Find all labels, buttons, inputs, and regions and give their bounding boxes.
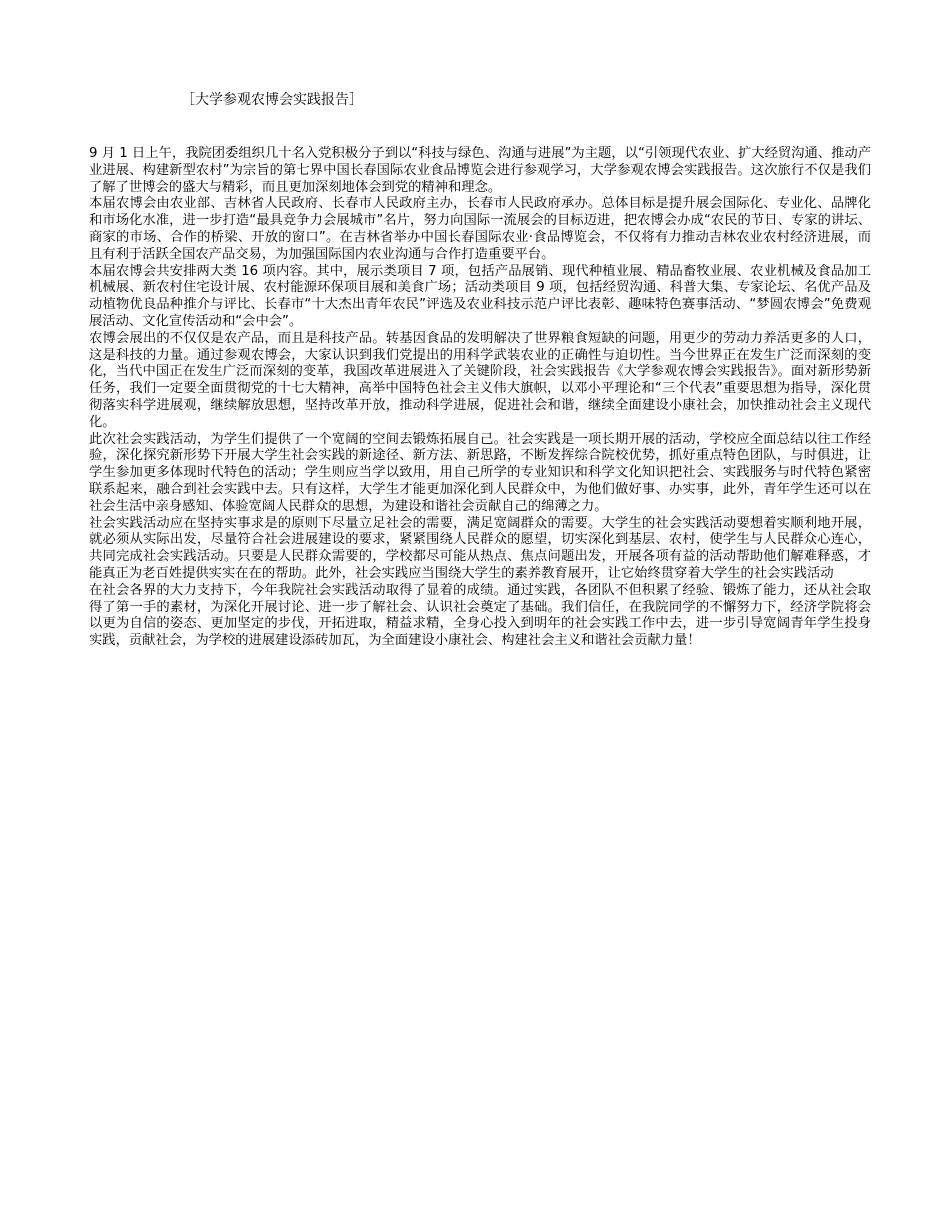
paragraph-5: 此次社会实践活动，为学生们提供了一个宽阔的空间去锻炼拓展自己。社会实践是一项长期开展的活动，学校应全面总结以往工作经验，深化探究新形势下开展大学生社会实践的新途径、新方法、新思路，不断发挥综合院校优势，抓好重点特色团队，与时俱进，让学生参加更多体现时代特色的活动；学生则应当学以致用，用自己所学的专业知识和科学文化知识把社会、实践服务与时代特色紧密联系起来，融合到社会实践中去。只有这样，大学生才能更加深化到人民群众中，为他们做好事、办实事，此外，青年学生还可以在社会生活中亲身感知、体验宽阔人民群众的思想，为建设和谐社会贡献自己的绵薄之力。	[89, 431, 871, 514]
paragraph-2: 本届农博会由农业部、吉林省人民政府、长春市人民政府主办，长春市人民政府承办。总体目标是提升展会国际化、专业化、品牌化和市场化水准，进一步打造“最具竞争力会展城市”名片，努力向国际一流展会的目标迈进，把农博会办成“农民的节日、专家的讲坛、商家的市场、合作的桥梁、开放的窗口”。在吉林省举办中国长春国际农业·食品博览会，不仅将有力推动吉林农业农村经济进展，而且有利于活跃全国农产品交易，为加强国际国内农业沟通与合作打造重要平台。	[89, 196, 871, 262]
paragraph-1: 9 月 1 日上午，我院团委组织几十名入党积极分子到以“科技与绿色、沟通与进展”为主题，以“引领现代农业、扩大经贸沟通、推动产业进展、构建新型农村”为宗旨的第七界中国长春国际农业食品博览会进行参观学习，大学参观农博会实践报告。这次旅行不仅是我们了解了世博会的盛大与精彩，而且更加深刻地体会到党的精神和理念。	[89, 146, 871, 195]
document-body	[89, 146, 871, 650]
paragraph-7: 在社会各界的大力支持下，今年我院社会实践活动取得了显着的成绩。通过实践，各团队不但积累了经验、锻炼了能力，还从社会取得了第一手的素材，为深化开展讨论、进一步了解社会、认识社会奠定了基础。我们信任，在我院同学的不懈努力下，经济学院将会以更为自信的姿态、更加坚定的步伐，开拓进取，精益求精，全身心投入到明年的社会实践工作中去，进一步引导宽阔青年学生投身实践，贡献社会，为学校的进展建设添砖加瓦，为全面建设小康社会、构建社会主义和谐社会贡献力量！	[89, 582, 871, 649]
paragraph-4: 农博会展出的不仅仅是农产品，而且是科技产品。转基因食品的发明解决了世界粮食短缺的问题，用更少的劳动力养活更多的人口，这是科技的力量。通过参观农博会，大家认识到我们党提出的用科学武装农业的正确性与迫切性。当今世界正在发生广泛而深刻的变化，当代中国正在发生广泛而深刻的变革，我国改革进展进入了关键阶段，社会实践报告《大学参观农博会实践报告》。面对新形势新任务，我们一定要全面贯彻党的十七大精神，高举中国特色社会主义伟大旗帜，以邓小平理论和“三个代表”重要思想为指导，深化贯彻落实科学进展观，继续解放思想，坚持改革开放，推动科学进展，促进社会和谐，继续全面建设小康社会，加快推动社会主义现代化。	[89, 330, 871, 430]
paragraph-6: 社会实践活动应在坚持实事求是的原则下尽量立足社会的需要，满足宽阔群众的需要。大学生的社会实践活动要想着实顺利地开展，就必须从实际出发，尽量符合社会进展建设的要求，紧紧围绕人民群众的愿望，切实深化到基层、农村，使学生与人民群众心连心，共同完成社会实践活动。只要是人民群众需要的，学校都尽可能从热点、焦点问题出发，开展各项有益的活动帮助他们解难释惑，才能真正为老百姓提供实实在在的帮助。此外，社会实践应当围绕大学生的素养教育展开，让它始终贯穿着大学生的社会实践活动	[89, 515, 871, 581]
paragraph-3: 本届农博会共安排两大类 16 项内容。其中，展示类项目 7 项，包括产品展销、现代种植业展、精品畜牧业展、农业机械及食品加工机械展、新农村住宅设计展、农村能源环保项目展和美食广场；活动类项目 9 项，包括经贸沟通、科普大集、专家论坛、名优产品及动植物优良品种推介与评比、长春市“十大杰出青年农民”评选及农业科技示范户评比表彰、趣味特色赛事活动、“梦圆农博会”免费观展活动、文化宣传活动和“会中会”。	[89, 263, 871, 329]
document-title: ［大学参观农博会实践报告］	[181, 92, 363, 108]
